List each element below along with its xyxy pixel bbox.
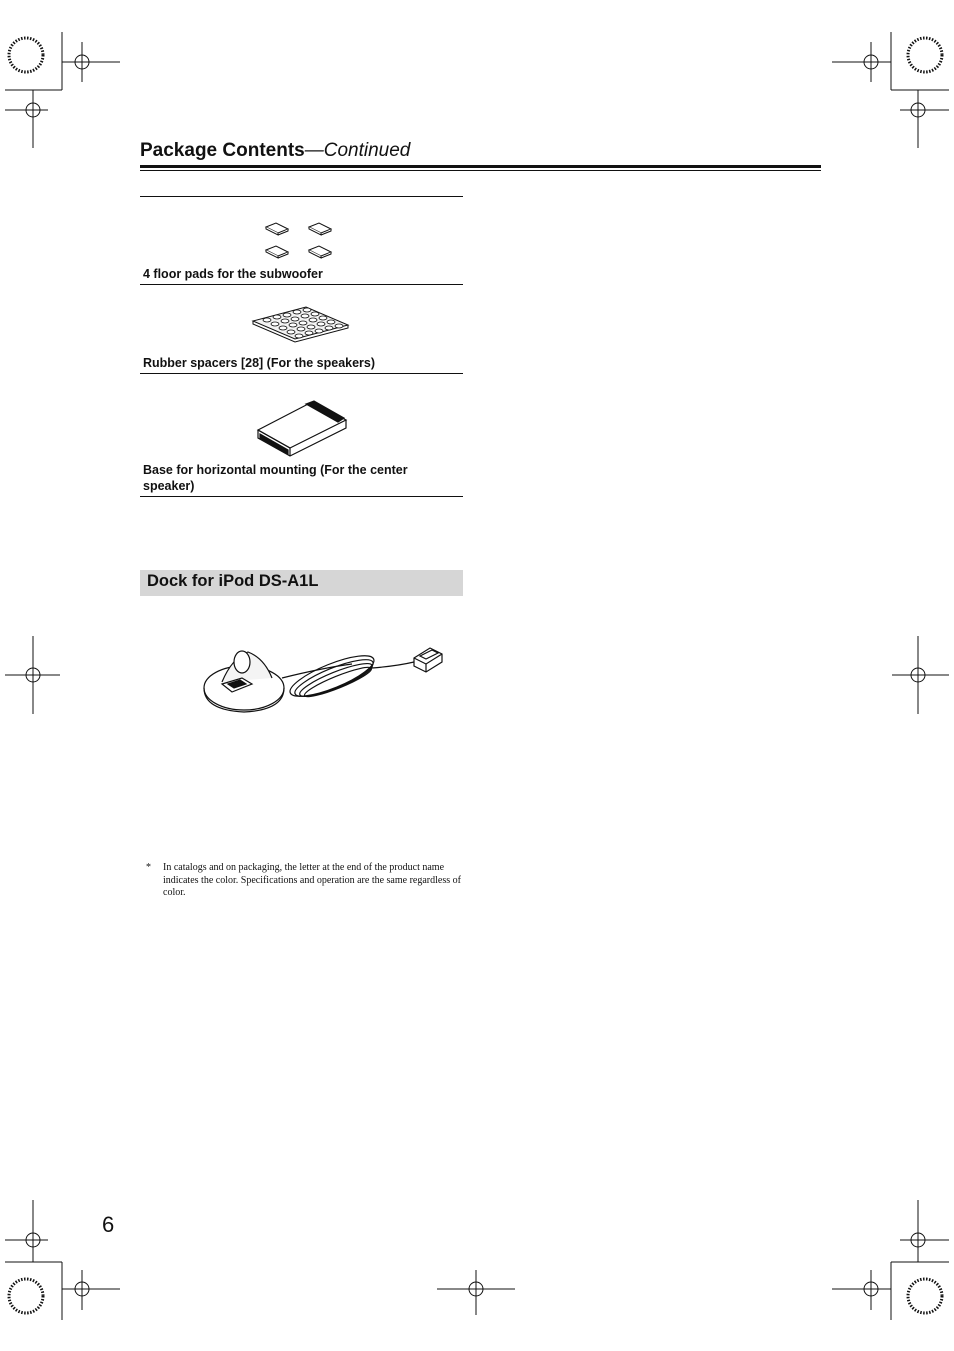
crosshair-mark xyxy=(900,90,949,148)
item-divider xyxy=(140,196,463,197)
item-caption-floor-pads: 4 floor pads for the subwoofer xyxy=(143,267,323,281)
crosshair-mark xyxy=(437,1270,515,1315)
crosshair-mark xyxy=(5,1200,48,1262)
starburst-mark xyxy=(908,38,942,72)
page-title xyxy=(140,140,410,162)
crosshair-mark xyxy=(5,636,60,714)
ipod-dock-illustration xyxy=(202,638,452,718)
footnote-asterisk: * xyxy=(146,862,151,873)
header-rule-thick xyxy=(140,165,821,168)
item-caption-mounting-base: Base for horizontal mounting (For the center speaker) xyxy=(143,463,408,493)
section-title: Dock for iPod DS-A1L xyxy=(147,572,319,590)
crosshair-mark xyxy=(62,42,120,82)
footnote-text: In catalogs and on packaging, the letter at the end of the product name indicates the color. Specifications and operation are the same regardless of color. xyxy=(163,862,461,898)
item-divider xyxy=(140,496,463,497)
starburst-mark xyxy=(908,1279,942,1313)
item-divider xyxy=(140,284,463,285)
page-title-continued: —Continued xyxy=(304,140,411,161)
crosshair-mark xyxy=(5,90,48,148)
crosshair-mark xyxy=(892,636,949,714)
crosshair-mark xyxy=(832,1270,891,1310)
starburst-mark xyxy=(9,1279,43,1313)
crosshair-mark xyxy=(832,42,891,82)
header-rule-thin xyxy=(140,170,821,171)
crosshair-mark xyxy=(900,1200,949,1262)
item-divider xyxy=(140,373,463,374)
starburst-mark xyxy=(9,38,43,72)
floor-pads-illustration xyxy=(262,221,342,266)
crosshair-mark xyxy=(62,1270,120,1310)
rubber-spacers-illustration xyxy=(251,305,351,345)
item-caption-rubber-spacers: Rubber spacers [28] (For the speakers) xyxy=(143,356,376,370)
mounting-base-illustration xyxy=(254,398,354,458)
page-title-main: Package Contents xyxy=(140,140,305,161)
page-number: 6 xyxy=(102,1212,115,1237)
